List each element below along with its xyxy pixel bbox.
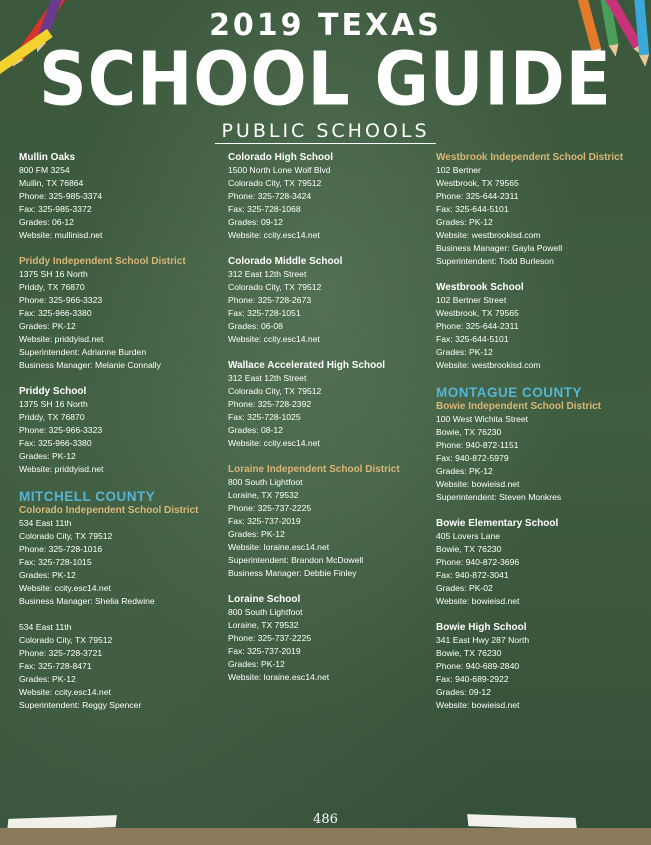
address-line: 800 FM 3254 (19, 165, 70, 175)
address-line: 1500 North Lone Wolf Blvd (228, 165, 331, 175)
grades-line: Grades: PK-12 (436, 347, 493, 357)
district-entry (436, 151, 646, 268)
phone-line: Phone: 940-872-1151 (436, 440, 519, 450)
superintendent-line: Superintendent: Steven Monkres (436, 492, 562, 502)
website-line: Website: ccity.esc14.net (228, 230, 320, 240)
city-line: Mullin, TX 76864 (19, 178, 84, 188)
grades-line: Grades: PK-12 (228, 529, 285, 539)
grades-line: Grades: 06-12 (19, 217, 74, 227)
website-line: Website: bowieisd.net (436, 700, 520, 710)
city-line: Priddy, TX 76870 (19, 282, 85, 292)
city-line: Colorado City, TX 79512 (228, 282, 322, 292)
business-manager-line: Business Manager: Gayla Powell (436, 243, 563, 253)
school-entry (436, 621, 646, 712)
phone-line: Phone: 325-966-3323 (19, 295, 103, 305)
business-manager-line: Business Manager: Melanie Connally (19, 360, 161, 370)
phone-line: Phone: 325-737-2225 (228, 633, 312, 643)
website-line: Website: ccity.esc14.net (19, 687, 111, 697)
website-line: Website: loraine.esc14.net (228, 672, 330, 682)
address-line: 102 Bertner Street (436, 295, 507, 305)
address-line: 534 East 11th (19, 622, 72, 632)
phone-line: Phone: 325-728-3721 (19, 648, 103, 658)
grades-line: Grades: PK-12 (436, 217, 493, 227)
page-subtitle (0, 120, 651, 144)
school-name: Mullin Oaks (19, 152, 76, 163)
column-2 (228, 151, 433, 697)
website-line: Website: mullinisd.net (19, 230, 103, 240)
city-line: Westbrook, TX 79565 (436, 308, 519, 318)
fax-line: Fax: 325-737-2019 (228, 646, 301, 656)
page-number: 486 (313, 812, 338, 827)
phone-line: Phone: 325-728-3424 (228, 191, 312, 201)
school-name: Bowie High School (436, 622, 527, 633)
district-entry (228, 463, 433, 580)
address-line: 800 South Lightfoot (228, 607, 303, 617)
school-entry (228, 359, 433, 450)
fax-line: Fax: 325-728-1051 (228, 308, 301, 318)
district-entry (19, 255, 224, 372)
address-line: 534 East 11th (19, 518, 72, 528)
school-name: Westbrook School (436, 282, 524, 293)
fax-line: Fax: 325-985-3372 (19, 204, 92, 214)
city-line: Bowie, TX 76230 (436, 648, 502, 658)
address-line: 1375 SH 16 North (19, 399, 88, 409)
school-name: Colorado Middle School (228, 256, 343, 267)
website-line: Website: bowieisd.net (436, 596, 520, 606)
county-heading: MONTAGUE COUNTY (436, 385, 582, 400)
city-line: Colorado City, TX 79512 (228, 386, 322, 396)
fax-line: Fax: 940-872-5979 (436, 453, 509, 463)
school-entry (436, 281, 646, 372)
phone-line: Phone: 325-644-2311 (436, 191, 519, 201)
grades-line: Grades: 09-12 (436, 687, 491, 697)
website-line: Website: ccity.esc14.net (228, 438, 320, 448)
district-name: Westbrook Independent School District (436, 152, 624, 163)
address-line: 1375 SH 16 North (19, 269, 88, 279)
school-entry (19, 621, 224, 712)
website-line: Website: ccity.esc14.net (228, 334, 320, 344)
district-name: Colorado Independent School District (19, 505, 199, 516)
phone-line: Phone: 940-872-3696 (436, 557, 520, 567)
address-line: 100 West Wichita Street (436, 414, 529, 424)
website-line: Website: priddyisd.net (19, 464, 104, 474)
fax-line: Fax: 325-966-3380 (19, 438, 92, 448)
website-line: Website: westbrookisd.com (436, 360, 541, 370)
address-line: 312 East 12th Street (228, 269, 307, 279)
city-line: Colorado City, TX 79512 (19, 531, 113, 541)
city-line: Bowie, TX 76230 (436, 427, 502, 437)
website-line: Website: ccity.esc14.net (19, 583, 111, 593)
business-manager-line: Business Manager: Debbie Finley (228, 568, 357, 578)
phone-line: Phone: 325-728-2392 (228, 399, 312, 409)
column-3 (436, 151, 646, 725)
website-line: Website: bowieisd.net (436, 479, 520, 489)
address-line: 102 Bertner (436, 165, 481, 175)
school-entry (228, 151, 433, 242)
county-section (19, 489, 224, 608)
grades-line: Grades: 08-12 (228, 425, 283, 435)
fax-line: Fax: 325-728-1025 (228, 412, 301, 422)
fax-line: Fax: 325-728-8471 (19, 661, 92, 671)
fax-line: Fax: 325-644-5101 (436, 334, 509, 344)
grades-line: Grades: PK-12 (19, 570, 76, 580)
fax-line: Fax: 325-966-3380 (19, 308, 92, 318)
fax-line: Fax: 325-728-1068 (228, 204, 301, 214)
subtitle-text: PUBLIC SCHOOLS (215, 120, 435, 144)
city-line: Bowie, TX 76230 (436, 544, 502, 554)
chalkboard-frame (0, 828, 651, 845)
fax-line: Fax: 940-872-3041 (436, 570, 509, 580)
website-line: Website: loraine.esc14.net (228, 542, 330, 552)
grades-line: Grades: 09-12 (228, 217, 283, 227)
city-line: Colorado City, TX 79512 (228, 178, 322, 188)
county-section (436, 385, 646, 504)
school-entry (228, 593, 433, 684)
superintendent-line: Superintendent: Adrianne Burden (19, 347, 147, 357)
phone-line: Phone: 325-728-1016 (19, 544, 103, 554)
fax-line: Fax: 325-728-1015 (19, 557, 92, 567)
school-entry (436, 517, 646, 608)
website-line: Website: priddyisd.net (19, 334, 104, 344)
address-line: 312 East 12th Street (228, 373, 307, 383)
school-name: Loraine School (228, 594, 301, 605)
superintendent-line: Superintendent: Reggy Spencer (19, 700, 142, 710)
county-heading: MITCHELL COUNTY (19, 489, 156, 504)
fax-line: Fax: 940-689-2922 (436, 674, 509, 684)
grades-line: Grades: PK-12 (19, 674, 76, 684)
phone-line: Phone: 325-728-2673 (228, 295, 312, 305)
phone-line: Phone: 325-737-2225 (228, 503, 312, 513)
website-line: Website: westbrookisd.com (436, 230, 541, 240)
column-1 (19, 151, 224, 725)
phone-line: Phone: 325-966-3323 (19, 425, 103, 435)
school-entry (228, 255, 433, 346)
superintendent-line: Superintendent: Brandon McDowell (228, 555, 364, 565)
page-title: SCHOOL GUIDE (39, 36, 612, 123)
address-line: 405 Lovers Lane (436, 531, 501, 541)
business-manager-line: Business Manager: Shelia Redwine (19, 596, 155, 606)
city-line: Westbrook, TX 79565 (436, 178, 519, 188)
superintendent-line: Superintendent: Todd Burleson (436, 256, 554, 266)
city-line: Priddy, TX 76870 (19, 412, 85, 422)
grades-line: Grades: PK-12 (228, 659, 285, 669)
city-line: Loraine, TX 79532 (228, 490, 299, 500)
grades-line: Grades: PK-12 (19, 451, 76, 461)
header-year: 2019 TEXAS (209, 8, 442, 43)
district-name: Bowie Independent School District (436, 401, 602, 412)
fax-line: Fax: 325-737-2019 (228, 516, 301, 526)
phone-line: Phone: 325-644-2311 (436, 321, 519, 331)
grades-line: Grades: PK-12 (436, 466, 493, 476)
city-line: Colorado City, TX 79512 (19, 635, 113, 645)
district-name: Priddy Independent School District (19, 256, 186, 267)
city-line: Loraine, TX 79532 (228, 620, 299, 630)
address-line: 341 East Hwy 287 North (436, 635, 530, 645)
fax-line: Fax: 325-644-5101 (436, 204, 509, 214)
address-line: 800 South Lightfoot (228, 477, 303, 487)
school-entry (19, 151, 224, 242)
grades-line: Grades: PK-02 (436, 583, 493, 593)
school-name: Bowie Elementary School (436, 518, 559, 529)
phone-line: Phone: 940-689-2840 (436, 661, 520, 671)
school-name: Wallace Accelerated High School (228, 360, 386, 371)
school-entry (19, 385, 224, 476)
phone-line: Phone: 325-985-3374 (19, 191, 103, 201)
school-name: Priddy School (19, 386, 87, 397)
school-name: Colorado High School (228, 152, 333, 163)
grades-line: Grades: PK-12 (19, 321, 76, 331)
district-name: Loraine Independent School District (228, 464, 400, 475)
grades-line: Grades: 06-08 (228, 321, 283, 331)
